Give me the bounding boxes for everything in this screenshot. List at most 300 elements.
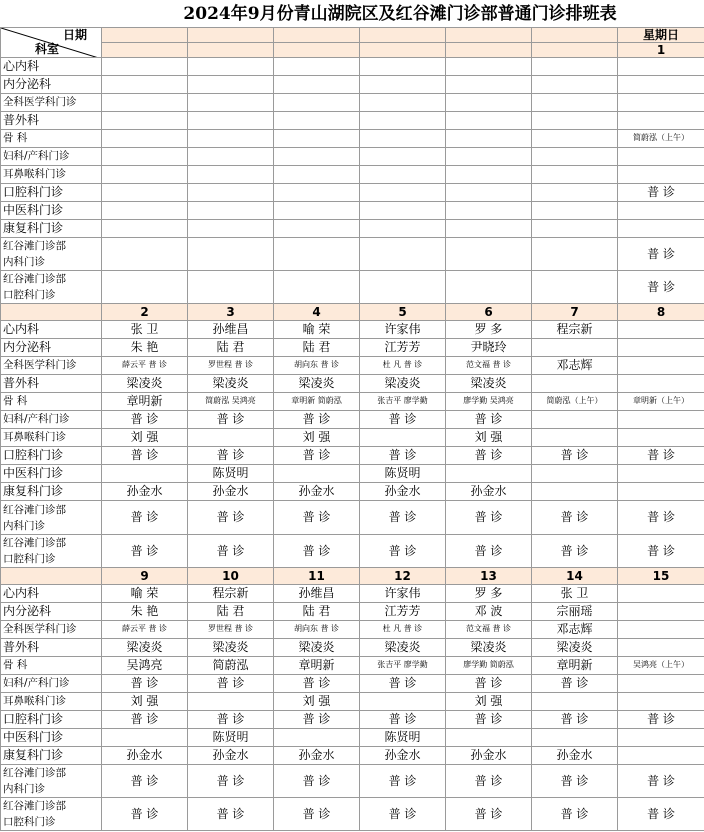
department-label: 骨 科 bbox=[1, 393, 102, 411]
department-label: 心内科 bbox=[1, 321, 102, 339]
date-header bbox=[102, 43, 188, 58]
schedule-cell bbox=[446, 148, 532, 166]
schedule-cell: 普 诊 bbox=[532, 447, 618, 465]
schedule-cell bbox=[618, 675, 704, 693]
department-label: 红谷滩门诊部 口腔科门诊 bbox=[1, 271, 102, 304]
schedule-cell: 普 诊 bbox=[188, 411, 274, 429]
schedule-row bbox=[1, 238, 704, 271]
schedule-row bbox=[1, 148, 704, 166]
schedule-cell bbox=[532, 94, 618, 112]
schedule-cell bbox=[274, 166, 360, 184]
schedule-cell: 罗世程 普 诊 bbox=[188, 357, 274, 375]
schedule-cell bbox=[102, 271, 188, 304]
schedule-cell: 普 诊 bbox=[446, 501, 532, 535]
schedule-cell: 梁凌炎 bbox=[274, 375, 360, 393]
date-header bbox=[360, 43, 446, 58]
schedule-cell bbox=[446, 271, 532, 304]
schedule-cell bbox=[102, 729, 188, 747]
schedule-cell: 孙金水 bbox=[102, 747, 188, 765]
schedule-cell: 刘 强 bbox=[274, 429, 360, 447]
schedule-cell: 程宗新 bbox=[532, 321, 618, 339]
schedule-cell bbox=[102, 112, 188, 130]
department-label: 心内科 bbox=[1, 58, 102, 76]
department-label: 红谷滩门诊部 口腔科门诊 bbox=[1, 535, 102, 568]
schedule-table bbox=[0, 27, 704, 831]
schedule-cell bbox=[360, 184, 446, 202]
department-label: 心内科 bbox=[1, 585, 102, 603]
schedule-cell: 尹晓玲 bbox=[446, 339, 532, 357]
schedule-cell bbox=[618, 339, 704, 357]
schedule-cell bbox=[446, 112, 532, 130]
schedule-cell bbox=[102, 58, 188, 76]
schedule-cell bbox=[532, 112, 618, 130]
schedule-cell bbox=[446, 220, 532, 238]
schedule-cell: 张 卫 bbox=[102, 321, 188, 339]
department-label: 妇科/产科门诊 bbox=[1, 675, 102, 693]
schedule-cell: 普 诊 bbox=[618, 765, 704, 798]
schedule-cell bbox=[360, 202, 446, 220]
schedule-cell: 普 诊 bbox=[102, 501, 188, 535]
schedule-cell bbox=[618, 321, 704, 339]
day-number: 8 bbox=[618, 304, 704, 321]
schedule-cell: 许家伟 bbox=[360, 585, 446, 603]
schedule-cell: 普 诊 bbox=[360, 798, 446, 831]
schedule-row bbox=[1, 271, 704, 304]
schedule-cell bbox=[188, 58, 274, 76]
date-header bbox=[188, 43, 274, 58]
schedule-cell: 普 诊 bbox=[446, 798, 532, 831]
date-header bbox=[446, 43, 532, 58]
schedule-cell bbox=[446, 465, 532, 483]
schedule-cell: 普 诊 bbox=[446, 711, 532, 729]
day-number: 14 bbox=[532, 568, 618, 585]
schedule-cell: 普 诊 bbox=[446, 535, 532, 568]
schedule-row bbox=[1, 411, 704, 429]
department-label: 内分泌科 bbox=[1, 603, 102, 621]
schedule-cell bbox=[274, 729, 360, 747]
department-label: 红谷滩门诊部 口腔科门诊 bbox=[1, 798, 102, 831]
schedule-cell bbox=[618, 166, 704, 184]
schedule-cell bbox=[532, 693, 618, 711]
day-number: 12 bbox=[360, 568, 446, 585]
day-row-label bbox=[1, 304, 102, 321]
schedule-cell: 普 诊 bbox=[618, 271, 704, 304]
schedule-cell: 简蔚泓（上午） bbox=[618, 130, 704, 148]
weekday-header bbox=[360, 28, 446, 43]
schedule-cell bbox=[446, 58, 532, 76]
schedule-row bbox=[1, 585, 704, 603]
department-label: 骨 科 bbox=[1, 130, 102, 148]
schedule-cell bbox=[274, 112, 360, 130]
day-number: 10 bbox=[188, 568, 274, 585]
schedule-cell: 普 诊 bbox=[360, 711, 446, 729]
schedule-cell bbox=[618, 148, 704, 166]
date-header bbox=[274, 43, 360, 58]
day-number: 9 bbox=[102, 568, 188, 585]
department-label: 妇科/产科门诊 bbox=[1, 148, 102, 166]
department-label: 中医科门诊 bbox=[1, 729, 102, 747]
schedule-row bbox=[1, 621, 704, 639]
department-label: 全科医学科门诊 bbox=[1, 621, 102, 639]
schedule-cell bbox=[446, 238, 532, 271]
schedule-cell: 孙金水 bbox=[188, 747, 274, 765]
schedule-cell bbox=[274, 238, 360, 271]
schedule-cell: 普 诊 bbox=[618, 447, 704, 465]
schedule-cell: 普 诊 bbox=[360, 447, 446, 465]
weekday-header bbox=[274, 28, 360, 43]
weekday-header bbox=[102, 28, 188, 43]
schedule-cell bbox=[360, 130, 446, 148]
schedule-cell bbox=[532, 76, 618, 94]
schedule-cell: 普 诊 bbox=[274, 411, 360, 429]
schedule-cell bbox=[618, 729, 704, 747]
day-number: 3 bbox=[188, 304, 274, 321]
schedule-cell bbox=[618, 747, 704, 765]
day-number: 7 bbox=[532, 304, 618, 321]
schedule-cell bbox=[102, 76, 188, 94]
schedule-cell bbox=[360, 271, 446, 304]
schedule-cell: 孙金水 bbox=[360, 747, 446, 765]
schedule-cell bbox=[532, 729, 618, 747]
schedule-cell: 孙金水 bbox=[274, 483, 360, 501]
schedule-cell bbox=[618, 76, 704, 94]
weekday-header: 星期日 bbox=[618, 28, 704, 43]
schedule-cell bbox=[188, 271, 274, 304]
schedule-cell: 普 诊 bbox=[618, 535, 704, 568]
schedule-cell: 梁凌炎 bbox=[274, 639, 360, 657]
schedule-cell: 普 诊 bbox=[274, 711, 360, 729]
schedule-cell bbox=[446, 130, 532, 148]
schedule-cell: 陆 君 bbox=[188, 603, 274, 621]
schedule-cell bbox=[532, 375, 618, 393]
schedule-cell: 陈贤明 bbox=[360, 729, 446, 747]
schedule-cell: 朱 艳 bbox=[102, 603, 188, 621]
schedule-cell: 普 诊 bbox=[618, 798, 704, 831]
schedule-cell bbox=[274, 148, 360, 166]
schedule-cell: 张 卫 bbox=[532, 585, 618, 603]
schedule-cell bbox=[532, 339, 618, 357]
schedule-row bbox=[1, 747, 704, 765]
schedule-cell: 普 诊 bbox=[274, 798, 360, 831]
schedule-cell: 陈贤明 bbox=[188, 729, 274, 747]
schedule-cell bbox=[274, 202, 360, 220]
schedule-cell: 陆 君 bbox=[274, 603, 360, 621]
day-number: 11 bbox=[274, 568, 360, 585]
page-title: 2024年9月份青山湖院区及红谷滩门诊部普通门诊排班表 bbox=[183, 4, 617, 24]
schedule-cell: 罗 多 bbox=[446, 585, 532, 603]
schedule-cell: 章明新 bbox=[102, 393, 188, 411]
schedule-cell bbox=[188, 429, 274, 447]
schedule-cell bbox=[618, 429, 704, 447]
schedule-cell: 许家伟 bbox=[360, 321, 446, 339]
schedule-cell: 吴鸿亮（上午） bbox=[618, 657, 704, 675]
schedule-cell: 胡向东 普 诊 bbox=[274, 357, 360, 375]
schedule-cell: 普 诊 bbox=[274, 675, 360, 693]
schedule-cell bbox=[360, 76, 446, 94]
department-label: 康复科门诊 bbox=[1, 483, 102, 501]
schedule-cell: 邓志辉 bbox=[532, 621, 618, 639]
schedule-cell bbox=[188, 166, 274, 184]
weekday-header bbox=[532, 28, 618, 43]
schedule-cell: 刘 强 bbox=[274, 693, 360, 711]
schedule-row bbox=[1, 447, 704, 465]
schedule-cell: 梁凌炎 bbox=[188, 639, 274, 657]
schedule-cell bbox=[188, 130, 274, 148]
schedule-cell: 普 诊 bbox=[360, 501, 446, 535]
schedule-cell: 普 诊 bbox=[188, 535, 274, 568]
schedule-cell: 简蔚泓 bbox=[188, 657, 274, 675]
schedule-cell bbox=[274, 94, 360, 112]
schedule-cell: 普 诊 bbox=[446, 675, 532, 693]
schedule-cell bbox=[102, 166, 188, 184]
schedule-cell: 孙维昌 bbox=[274, 585, 360, 603]
schedule-cell: 杜 凡 普 诊 bbox=[360, 621, 446, 639]
schedule-row bbox=[1, 112, 704, 130]
schedule-cell bbox=[360, 429, 446, 447]
schedule-cell bbox=[618, 112, 704, 130]
schedule-row bbox=[1, 711, 704, 729]
schedule-row bbox=[1, 58, 704, 76]
schedule-cell: 章明新 bbox=[532, 657, 618, 675]
schedule-cell bbox=[102, 202, 188, 220]
schedule-cell: 陈贤明 bbox=[188, 465, 274, 483]
schedule-cell: 梁凌炎 bbox=[102, 375, 188, 393]
schedule-cell bbox=[188, 148, 274, 166]
schedule-cell: 杜 凡 普 诊 bbox=[360, 357, 446, 375]
schedule-cell bbox=[446, 166, 532, 184]
schedule-row bbox=[1, 729, 704, 747]
schedule-cell: 简蔚泓 吴鸿亮 bbox=[188, 393, 274, 411]
schedule-cell: 普 诊 bbox=[188, 765, 274, 798]
schedule-cell: 普 诊 bbox=[274, 447, 360, 465]
schedule-row bbox=[1, 693, 704, 711]
day-row-label bbox=[1, 568, 102, 585]
schedule-cell bbox=[274, 184, 360, 202]
schedule-cell: 梁凌炎 bbox=[446, 375, 532, 393]
schedule-row bbox=[1, 675, 704, 693]
department-axis-label: 科室 bbox=[35, 42, 60, 57]
schedule-cell bbox=[274, 130, 360, 148]
schedule-row bbox=[1, 639, 704, 657]
weekday-header bbox=[188, 28, 274, 43]
department-label: 内分泌科 bbox=[1, 339, 102, 357]
schedule-cell bbox=[274, 271, 360, 304]
schedule-cell: 普 诊 bbox=[360, 765, 446, 798]
schedule-row bbox=[1, 535, 704, 568]
day-number: 6 bbox=[446, 304, 532, 321]
schedule-cell: 普 诊 bbox=[446, 447, 532, 465]
schedule-cell bbox=[532, 429, 618, 447]
schedule-cell: 宗丽瑶 bbox=[532, 603, 618, 621]
schedule-cell: 普 诊 bbox=[446, 411, 532, 429]
schedule-cell bbox=[532, 483, 618, 501]
schedule-cell: 陆 君 bbox=[188, 339, 274, 357]
day-number: 4 bbox=[274, 304, 360, 321]
schedule-cell: 普 诊 bbox=[532, 798, 618, 831]
schedule-cell: 范文福 普 诊 bbox=[446, 621, 532, 639]
schedule-cell bbox=[360, 94, 446, 112]
schedule-cell bbox=[188, 693, 274, 711]
department-label: 耳鼻喉科门诊 bbox=[1, 693, 102, 711]
schedule-cell: 梁凌炎 bbox=[360, 375, 446, 393]
schedule-cell: 简蔚泓（上午） bbox=[532, 393, 618, 411]
schedule-cell bbox=[618, 375, 704, 393]
schedule-cell bbox=[532, 148, 618, 166]
schedule-cell: 江芳芳 bbox=[360, 339, 446, 357]
schedule-cell bbox=[532, 238, 618, 271]
schedule-cell bbox=[618, 603, 704, 621]
schedule-cell: 江芳芳 bbox=[360, 603, 446, 621]
schedule-cell bbox=[618, 465, 704, 483]
schedule-cell bbox=[102, 148, 188, 166]
schedule-cell: 梁凌炎 bbox=[360, 639, 446, 657]
schedule-row bbox=[1, 375, 704, 393]
day-number: 15 bbox=[618, 568, 704, 585]
schedule-cell bbox=[188, 76, 274, 94]
schedule-cell: 普 诊 bbox=[532, 711, 618, 729]
schedule-cell: 程宗新 bbox=[188, 585, 274, 603]
schedule-cell bbox=[188, 94, 274, 112]
schedule-cell: 普 诊 bbox=[532, 765, 618, 798]
schedule-cell: 普 诊 bbox=[102, 675, 188, 693]
day-number: 2 bbox=[102, 304, 188, 321]
schedule-cell bbox=[274, 220, 360, 238]
schedule-row bbox=[1, 798, 704, 831]
schedule-cell: 张吉平 廖学勤 bbox=[360, 657, 446, 675]
schedule-cell: 刘 强 bbox=[446, 429, 532, 447]
schedule-cell: 孙金水 bbox=[274, 747, 360, 765]
department-label: 全科医学科门诊 bbox=[1, 357, 102, 375]
schedule-cell: 喻 荣 bbox=[102, 585, 188, 603]
schedule-row bbox=[1, 166, 704, 184]
schedule-cell: 罗 多 bbox=[446, 321, 532, 339]
schedule-row bbox=[1, 657, 704, 675]
schedule-cell: 吴鸿亮 bbox=[102, 657, 188, 675]
schedule-cell: 孙金水 bbox=[188, 483, 274, 501]
department-label: 口腔科门诊 bbox=[1, 711, 102, 729]
schedule-cell: 普 诊 bbox=[274, 765, 360, 798]
schedule-cell: 梁凌炎 bbox=[102, 639, 188, 657]
schedule-cell bbox=[446, 94, 532, 112]
department-label: 康复科门诊 bbox=[1, 747, 102, 765]
department-label: 中医科门诊 bbox=[1, 465, 102, 483]
department-label: 普外科 bbox=[1, 112, 102, 130]
schedule-cell bbox=[532, 220, 618, 238]
schedule-cell: 孙金水 bbox=[360, 483, 446, 501]
schedule-cell bbox=[618, 357, 704, 375]
department-label: 中医科门诊 bbox=[1, 202, 102, 220]
schedule-cell: 梁凌炎 bbox=[188, 375, 274, 393]
department-label: 康复科门诊 bbox=[1, 220, 102, 238]
schedule-row bbox=[1, 321, 704, 339]
schedule-cell bbox=[618, 585, 704, 603]
schedule-cell: 廖学勤 简蔚泓 bbox=[446, 657, 532, 675]
schedule-cell: 孙维昌 bbox=[188, 321, 274, 339]
schedule-cell: 普 诊 bbox=[274, 501, 360, 535]
schedule-cell: 普 诊 bbox=[188, 501, 274, 535]
schedule-cell bbox=[618, 58, 704, 76]
schedule-cell bbox=[360, 58, 446, 76]
department-label: 妇科/产科门诊 bbox=[1, 411, 102, 429]
schedule-cell: 普 诊 bbox=[618, 238, 704, 271]
schedule-row bbox=[1, 184, 704, 202]
schedule-cell: 薛云平 普 诊 bbox=[102, 621, 188, 639]
schedule-cell bbox=[102, 130, 188, 148]
schedule-cell bbox=[532, 130, 618, 148]
schedule-cell: 孙金水 bbox=[446, 747, 532, 765]
schedule-cell: 廖学勤 吴鸿亮 bbox=[446, 393, 532, 411]
schedule-cell bbox=[618, 220, 704, 238]
schedule-cell: 普 诊 bbox=[102, 711, 188, 729]
schedule-cell: 普 诊 bbox=[102, 447, 188, 465]
schedule-cell: 普 诊 bbox=[188, 447, 274, 465]
schedule-cell: 普 诊 bbox=[360, 535, 446, 568]
schedule-cell bbox=[446, 76, 532, 94]
department-label: 全科医学科门诊 bbox=[1, 94, 102, 112]
schedule-cell: 普 诊 bbox=[618, 184, 704, 202]
schedule-cell bbox=[532, 58, 618, 76]
schedule-cell: 章明新（上午） bbox=[618, 393, 704, 411]
schedule-cell: 普 诊 bbox=[102, 798, 188, 831]
schedule-cell bbox=[532, 411, 618, 429]
schedule-row bbox=[1, 765, 704, 798]
department-label: 红谷滩门诊部 内科门诊 bbox=[1, 238, 102, 271]
department-label: 内分泌科 bbox=[1, 76, 102, 94]
schedule-cell: 薛云平 普 诊 bbox=[102, 357, 188, 375]
schedule-cell: 普 诊 bbox=[102, 535, 188, 568]
schedule-cell bbox=[102, 238, 188, 271]
day-number: 5 bbox=[360, 304, 446, 321]
schedule-cell: 普 诊 bbox=[188, 711, 274, 729]
schedule-row bbox=[1, 393, 704, 411]
department-label: 骨 科 bbox=[1, 657, 102, 675]
schedule-row bbox=[1, 465, 704, 483]
schedule-cell bbox=[360, 220, 446, 238]
schedule-cell: 孙金水 bbox=[532, 747, 618, 765]
department-label: 耳鼻喉科门诊 bbox=[1, 429, 102, 447]
schedule-cell: 普 诊 bbox=[618, 711, 704, 729]
weekday-header bbox=[446, 28, 532, 43]
schedule-cell: 胡向东 普 诊 bbox=[274, 621, 360, 639]
schedule-cell bbox=[618, 639, 704, 657]
schedule-cell bbox=[188, 238, 274, 271]
schedule-cell: 普 诊 bbox=[532, 675, 618, 693]
schedule-cell: 普 诊 bbox=[102, 765, 188, 798]
schedule-row bbox=[1, 76, 704, 94]
header-corner bbox=[1, 28, 102, 58]
schedule-cell: 朱 艳 bbox=[102, 339, 188, 357]
schedule-cell: 刘 强 bbox=[446, 693, 532, 711]
day-number: 13 bbox=[446, 568, 532, 585]
schedule-cell: 普 诊 bbox=[274, 535, 360, 568]
schedule-cell bbox=[446, 729, 532, 747]
schedule-cell: 普 诊 bbox=[532, 535, 618, 568]
schedule-cell bbox=[618, 94, 704, 112]
schedule-cell bbox=[188, 202, 274, 220]
schedule-cell: 刘 强 bbox=[102, 429, 188, 447]
schedule-cell: 普 诊 bbox=[102, 411, 188, 429]
schedule-cell: 陈贤明 bbox=[360, 465, 446, 483]
department-label: 普外科 bbox=[1, 375, 102, 393]
schedule-cell bbox=[618, 411, 704, 429]
date-axis-label: 日期 bbox=[62, 28, 87, 42]
schedule-cell bbox=[188, 220, 274, 238]
schedule-cell: 普 诊 bbox=[188, 675, 274, 693]
date-header bbox=[532, 43, 618, 58]
schedule-cell bbox=[360, 166, 446, 184]
schedule-cell: 陆 君 bbox=[274, 339, 360, 357]
schedule-cell: 邓志辉 bbox=[532, 357, 618, 375]
